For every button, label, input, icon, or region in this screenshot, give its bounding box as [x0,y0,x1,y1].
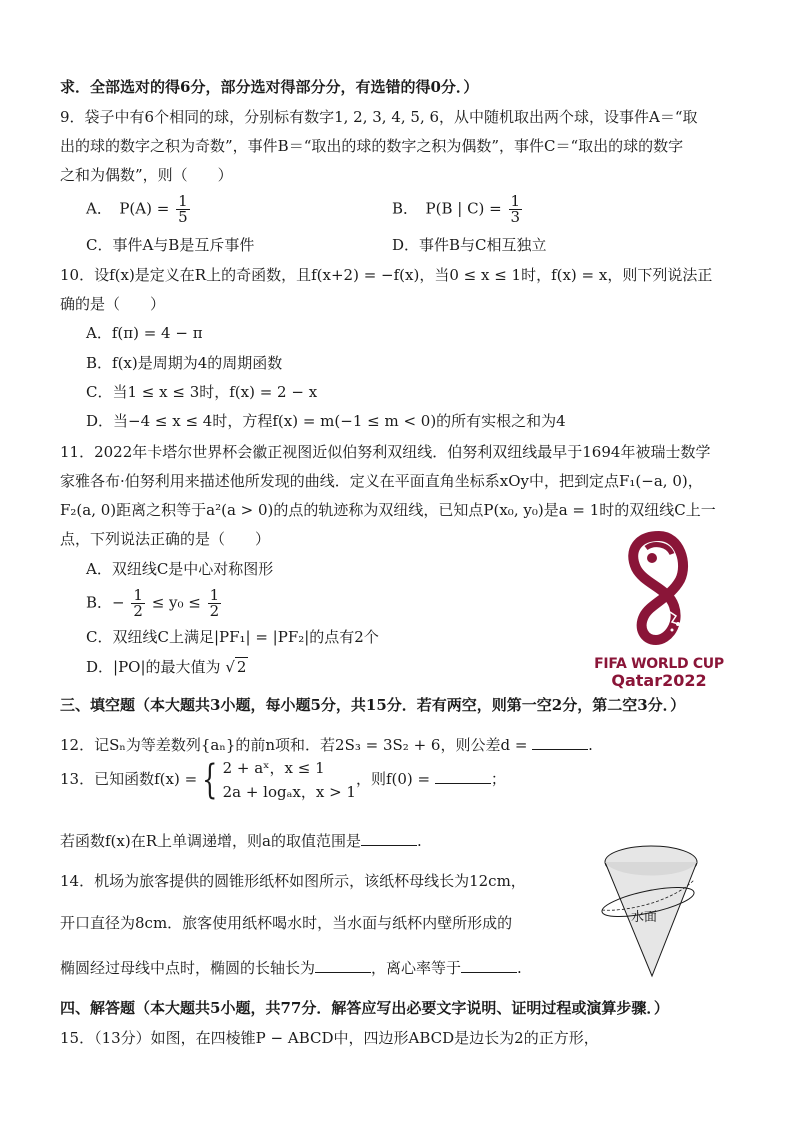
q9-option-b: B． P(B | C) = $\frac{1}{3}$ [392,192,521,226]
q9-option-c: C．事件A与B是互斥事件 [86,236,255,254]
logo-text-line-2: Qatar2022 [611,671,707,690]
q13-answer-blank-1[interactable] [435,767,491,784]
q11-option-d: D．|PO|的最大值为 √ 2 [86,658,247,676]
q11-option-b: B．− $\frac{1}{2}$ ≤ y₀ ≤ $\frac{1}{2}$ [86,586,220,620]
q9-line-2: 出的球的数字之积为奇数”，事件B＝“取出的球的数字之积为偶数”，事件C＝“取出的球的数字 [60,137,684,155]
q11-option-a: A．双纽线C是中心对称图形 [86,560,274,578]
q14-line-3: 椭圆经过母线中点时，椭圆的长轴长为 ，离心率等于 . [60,956,522,979]
scoring-note: 求．全部选对的得6分，部分选对得部分分，有选错的得0分．） [60,78,479,96]
section-4-heading: 四、解答题（本大题共5小题，共77分．解答应写出必要文字说明、证明过程或演算步骤．） [60,999,669,1017]
q13-line-2: 若函数f(x)在R上单调递增，则a的取值范围是 . [60,829,422,852]
q11-line-1: 11．2022年卡塔尔世界杯会徽正视图近似伯努利双纽线．伯努利双纽线最早于1694年被瑞士数学 [60,443,711,461]
section-3-heading: 三、填空题（本大题共3小题，每小题5分，共15分．若有两空，则第一空2分，第二空3分．） [60,696,686,714]
q15-line-1: 15．（13分）如图，在四棱锥P − ABCD中，四边形ABCD是边长为2的正方形， [60,1029,599,1047]
q14-line-1: 14．机场为旅客提供的圆锥形纸杯如图所示，该纸杯母线长为12cm， [60,872,526,890]
q9-line-3: 之和为偶数”，则（ ） [60,166,233,184]
q9-option-a: A． P(A) = $\frac{1}{5}$ [86,192,188,226]
q11-option-c: C．双纽线C上满足|PF₁| = |PF₂|的点有2个 [86,628,379,646]
q9-line-1: 9．袋子中有6个相同的球，分别标有数字1, 2, 3, 4, 5, 6，从中随机取出两个球，设事件A＝“取 [60,108,698,126]
q14-line-2: 开口直径为8cm．旅客使用纸杯喝水时，当水面与纸杯内壁所形成的 [60,914,513,932]
q10-line-1: 10．设f(x)是定义在R上的奇函数，且f(x+2) = −f(x)，当0 ≤ x ≤ 1时，f(x) = x，则下列说法正 [60,266,713,284]
q10-option-a: A．f(π) = 4 − π [86,324,203,342]
q12-line: 12．记Sₙ为等差数列{aₙ}的前n项和．若2S₃ = 3S₂ + 6，则公差d = . [60,733,593,756]
q11-line-3: F₂(a, 0)距离之积等于a²(a > 0)的点的轨迹称为双纽线，已知点P(x₀, y₀)是a = 1时的双纽线C上一 [60,501,716,519]
q13-line-1: 13．已知函数f(x) = { 2 + aˣ，x ≤ 1 2a + logₐx，x > 1 ，则f(0) = ； [60,757,506,803]
q12-answer-blank[interactable] [532,733,588,750]
q11-line-2: 家雅各布·伯努利用来描述他所发现的曲线．定义在平面直角坐标系xOy中，把到定点F₁(−a, 0)， [60,472,703,490]
q11-line-4: 点，下列说法正确的是（ ） [60,530,271,548]
trophy-emblem-icon [588,528,730,652]
world-cup-logo [588,528,730,690]
q14-answer-blank-1[interactable] [315,956,371,973]
q10-option-c: C．当1 ≤ x ≤ 3时，f(x) = 2 − x [86,383,318,401]
water-surface-label: 水面 [631,910,658,925]
q10-option-d: D．当−4 ≤ x ≤ 4时，方程f(x) = m(−1 ≤ m < 0)的所有实根之和为4 [86,412,566,430]
q13-answer-blank-2[interactable] [361,829,417,846]
q10-line-2: 确的是（ ） [60,295,166,313]
logo-text-line-1: FIFA WORLD CUP [594,656,724,672]
q9-option-d: D．事件B与C相互独立 [392,236,547,254]
cone-cup-figure [586,840,716,980]
q10-option-b: B．f(x)是周期为4的周期函数 [86,354,283,372]
q14-answer-blank-2[interactable] [461,956,517,973]
